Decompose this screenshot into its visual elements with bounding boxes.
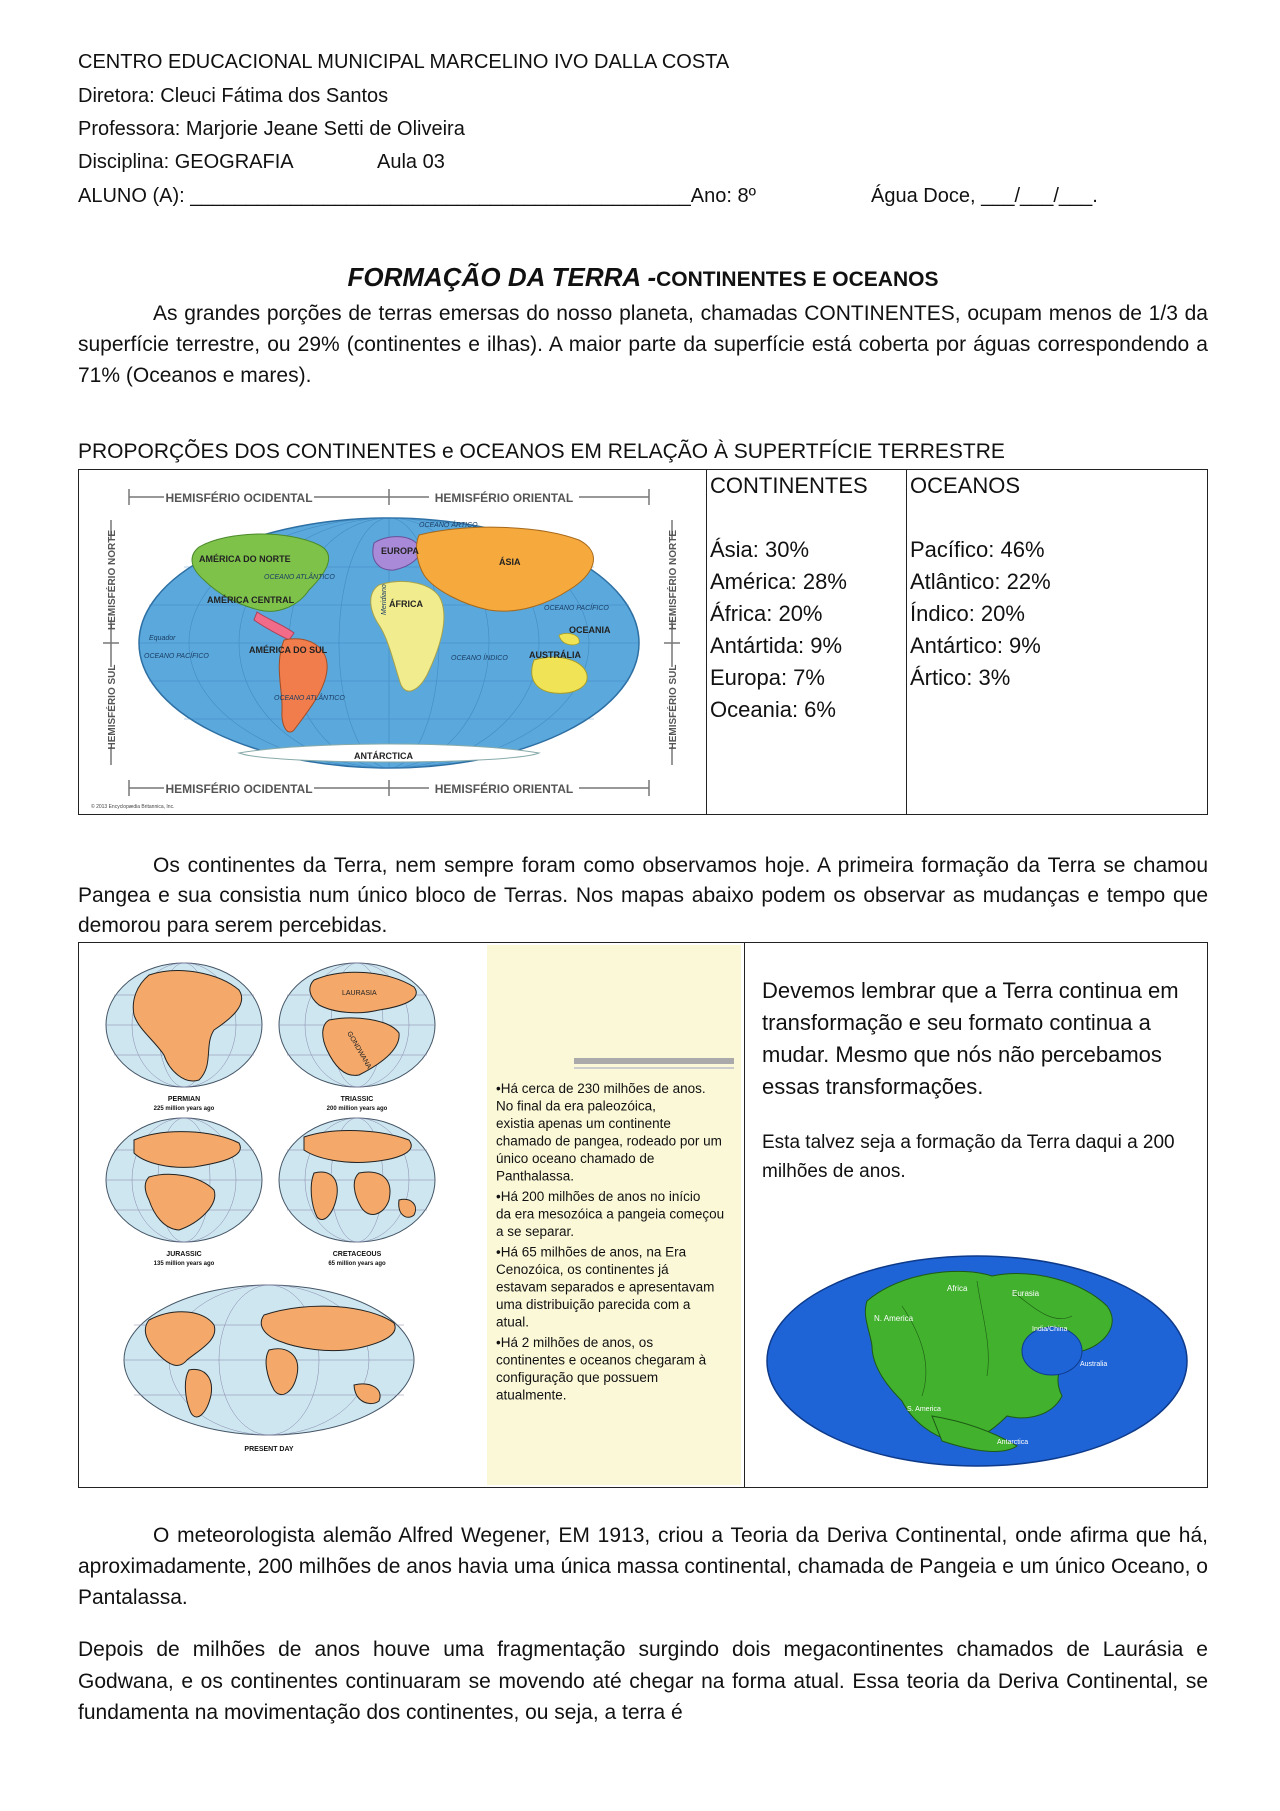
side-note: Devemos lembrar que a Terra continua em transformação e seu formato continua a mudar. Mesmo que nós não percebamos essas transformações. <box>762 978 1179 1099</box>
bullet-line: •Há 2 milhões de anos, os <box>496 1335 654 1350</box>
continental-drift-figure <box>89 945 741 1485</box>
pangea-table <box>78 942 1208 1488</box>
hem-west-bottom: HEMISFÉRIO OCIDENTAL <box>165 782 313 796</box>
pangea-paragraph: Os continentes da Terra, nem sempre foram como observamos hoje. A primeira formação da Terra se chamou Pangea e sua consistia num único bloco de Terras. Nos mapas abaixo podem os observar as mudanças e tempo que demorou para serem percebidas. <box>78 854 1208 937</box>
map-credit: © 2013 Encyclopædia Britannica, Inc. <box>91 804 175 810</box>
school-name: CENTRO EDUCACIONAL MUNICIPAL MARCELINO IVO DALLA COSTA <box>78 51 730 73</box>
bullet-line: continentes e oceanos chegaram à <box>496 1352 707 1368</box>
bullet-line: uma distribuição parecida com a <box>496 1297 691 1312</box>
label-asia: ÁSIA <box>499 557 521 567</box>
ocean-item: Atlântico: 22% <box>910 569 1051 594</box>
ocean-item: Índico: 20% <box>910 601 1025 626</box>
continents-heading: CONTINENTES <box>710 473 868 498</box>
bullet-line: No final da era paleozóica, <box>496 1098 656 1114</box>
bullet-line: da era mesozóica a pangeia começou <box>496 1206 725 1222</box>
future-label: Antarctica <box>997 1439 1029 1446</box>
label-meridian: Meridiano <box>381 584 388 615</box>
future-label: Australia <box>1080 1361 1108 1368</box>
page-title <box>78 262 1208 293</box>
column-divider <box>744 943 745 1487</box>
bullet-line: existia apenas um continente <box>496 1116 671 1131</box>
label-antarctica: ANTÁRCTICA <box>354 751 413 761</box>
hem-west-top: HEMISFÉRIO OCIDENTAL <box>165 491 313 505</box>
era-age: 65 million years ago <box>328 1261 386 1267</box>
globe-label-laurasia: LAURASIA <box>342 990 377 997</box>
label-oceania: OCEANIA <box>569 625 611 635</box>
era-age: 135 million years ago <box>153 1261 215 1267</box>
bullet-line: •Há 65 milhões de anos, na Era <box>496 1244 687 1260</box>
globe-jurassic <box>106 1118 262 1242</box>
hem-east-bottom: HEMISFÉRIO ORIENTAL <box>434 782 574 796</box>
intro-paragraph: As grandes porções de terras emersas do nosso planeta, chamadas CONTINENTES, ocupam menos de 1/3 da superfície terrestre, ou 29% (continentes e ilhas). A maior parte da superfície está coberta por águas correspondendo a 71% (Oceanos e mares). <box>78 302 1208 387</box>
future-note: Esta talvez seja a formação da Terra daqui a 200 milhões de anos. <box>762 1132 1175 1182</box>
place-date: Água Doce, ___/___/___. <box>871 185 1098 207</box>
bullet-line: a se separar. <box>496 1224 575 1239</box>
era-name: TRIASSIC <box>340 1096 374 1103</box>
hem-south-right: HEMISFÉRIO SUL <box>668 664 679 750</box>
final-paragraph: Depois de milhões de anos houve uma fragmentação surgindo dois megacontinentes chamados de Laurásia e Godwana, e os continentes continuaram se movendo até chegar na forma atual. Essa teoria da Deriva Continental, se fundamenta na movimentação dos continentes, ou seja, a terra é <box>78 1638 1208 1724</box>
label-europe: EUROPA <box>381 546 419 556</box>
globe-triassic <box>279 963 435 1087</box>
label-atlantic-north: OCEANO ATLÂNTICO <box>264 574 335 581</box>
future-label: Africa <box>947 1284 968 1293</box>
bullet-line: único oceano chamado de <box>496 1151 655 1166</box>
era-name: PERMIAN <box>167 1096 201 1103</box>
label-arctic-ocean: OCEANO ÁRTICO <box>419 522 478 529</box>
continent-item: Ásia: 30% <box>710 537 810 562</box>
continent-item: Antártida: 9% <box>710 633 843 658</box>
label-atlantic-south: OCEANO ATLÂNTICO <box>274 695 345 702</box>
label-central-america: AMÉRICA CENTRAL <box>207 595 295 605</box>
continent-item: Europa: 7% <box>710 665 825 690</box>
label-indian-ocean: OCEANO ÍNDICO <box>451 655 508 662</box>
bullet-line: chamado de pangea, rodeado por um <box>496 1133 722 1149</box>
future-label: S. America <box>907 1406 941 1413</box>
label-south-america: AMÉRICA DO SUL <box>249 645 328 655</box>
label-australia: AUSTRÁLIA <box>529 650 581 660</box>
column-divider <box>706 470 707 814</box>
lesson-line: Aula 03 <box>377 151 445 173</box>
future-label: India/China <box>1032 1326 1068 1333</box>
continents-column <box>710 470 868 726</box>
era-name: PRESENT DAY <box>244 1446 294 1453</box>
era-age: 225 million years ago <box>153 1106 215 1112</box>
hem-east-top: HEMISFÉRIO ORIENTAL <box>434 491 574 505</box>
bullet-line: •Há 200 milhões de anos no início <box>496 1189 701 1204</box>
future-label: Eurasia <box>1012 1289 1040 1298</box>
student-line: ALUNO (A): _____________________________________________Ano: 8º <box>78 185 756 207</box>
world-map <box>89 475 694 810</box>
continent-item: Oceania: 6% <box>710 697 836 722</box>
label-north-america: AMÉRICA DO NORTE <box>199 554 291 564</box>
hem-south-left: HEMISFÉRIO SUL <box>107 664 118 750</box>
hem-north-right: HEMISFÉRIO NORTE <box>668 529 679 631</box>
label-pacific-west: OCEANO PACÍFICO <box>144 653 209 660</box>
continent-item: América: 28% <box>710 569 847 594</box>
future-label: N. America <box>874 1314 914 1323</box>
title-main: FORMAÇÃO DA TERRA - <box>347 262 657 292</box>
bullet-line: Panthalassa. <box>496 1168 575 1184</box>
label-pacific-east: OCEANO PACÍFICO <box>544 605 609 612</box>
bullet-line: atualmente. <box>496 1387 567 1403</box>
bullet-line: •Há cerca de 230 milhões de anos. <box>496 1081 706 1096</box>
proportions-table <box>78 469 1208 815</box>
label-equator: Equador <box>149 635 176 642</box>
ocean-item: Antártico: 9% <box>910 633 1041 658</box>
globe-cretaceous <box>279 1118 435 1242</box>
globe-permian <box>106 963 262 1087</box>
subject-line: Disciplina: GEOGRAFIA <box>78 151 294 173</box>
ocean-item: Ártico: 3% <box>910 665 1011 690</box>
future-earth-map <box>762 1246 1197 1476</box>
title-sub: CONTINENTES E OCEANOS <box>656 268 939 291</box>
bullet-line: atual. <box>496 1314 530 1330</box>
table-caption: PROPORÇÕES DOS CONTINENTES e OCEANOS EM RELAÇÃO À SUPERTFÍCIE TERRESTRE <box>78 440 1005 463</box>
oceans-column <box>910 470 1051 694</box>
teacher-line: Professora: Marjorie Jeane Setti de Oliveira <box>78 118 465 140</box>
era-name: CRETACEOUS <box>332 1251 382 1258</box>
globe-label-gondwana: GONDWANA <box>345 1030 373 1071</box>
label-africa: ÁFRICA <box>389 599 423 609</box>
continent-item: África: 20% <box>710 601 823 626</box>
bullet-line: estavam separados e apresentavam <box>496 1279 715 1295</box>
era-age: 200 million years ago <box>326 1106 388 1112</box>
bullet-line: Cenozóica, os continentes já <box>496 1262 669 1277</box>
hem-north-left: HEMISFÉRIO NORTE <box>107 529 118 631</box>
era-name: JURASSIC <box>166 1251 202 1258</box>
director-line: Diretora: Cleuci Fátima dos Santos <box>78 85 389 107</box>
column-divider <box>906 470 907 814</box>
bullet-line: configuração que possuem <box>496 1370 659 1385</box>
ocean-item: Pacífico: 46% <box>910 537 1045 562</box>
wegener-paragraph: O meteorologista alemão Alfred Wegener, EM 1913, criou a Teoria da Deriva Continental, onde afirma que há, aproximadamente, 200 milhões de anos havia uma única massa continental, chamada de Pangeia e um único Oceano, o Pantalassa. <box>78 1524 1208 1609</box>
globe-present-day <box>124 1285 414 1435</box>
oceans-heading: OCEANOS <box>910 473 1021 498</box>
